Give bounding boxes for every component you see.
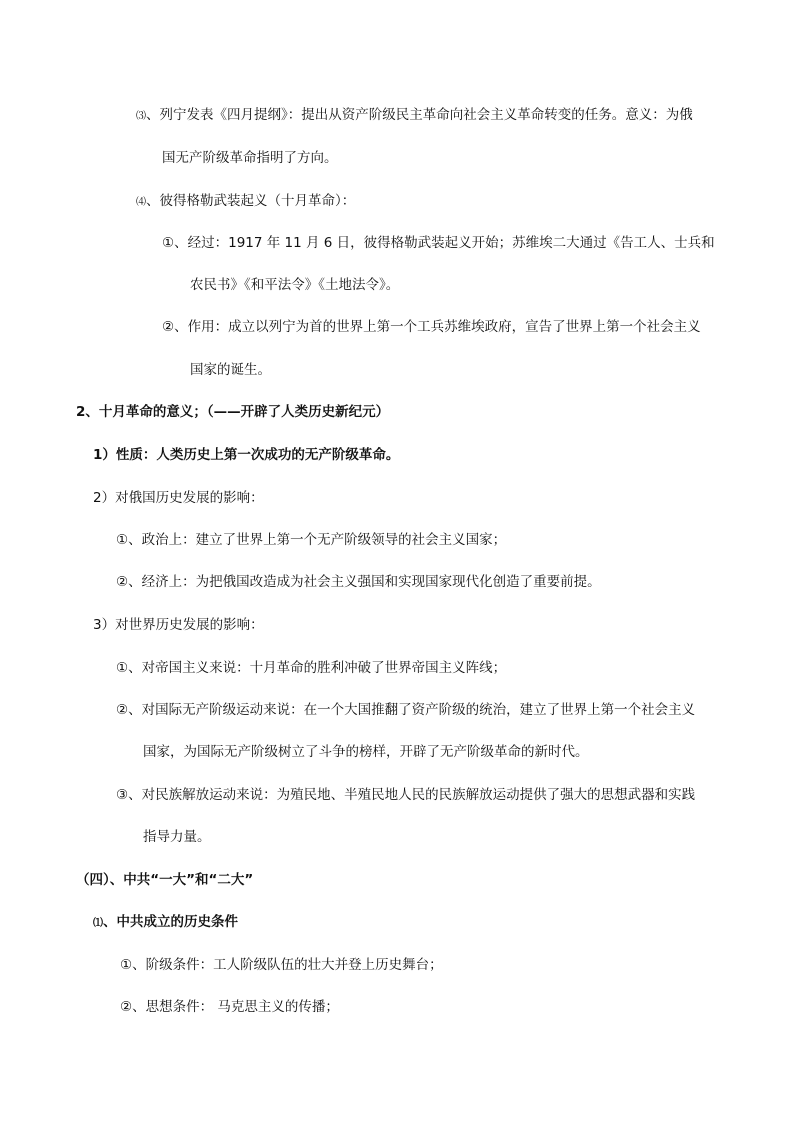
subheading: 1）性质：人类历史上第一次成功的无产阶级革命。 — [93, 447, 400, 463]
section-heading: 2、十月革命的意义；（——开辟了人类历史新纪元） — [76, 404, 390, 420]
paragraph-line: ③、对民族解放运动来说：为殖民地、半殖民地人民的民族解放运动提供了强大的思想武器和实践 — [116, 787, 696, 803]
list-marker: ⑷ — [136, 197, 146, 208]
paragraph-line: 2）对俄国历史发展的影响： — [93, 490, 264, 506]
paragraph-line: ②、对国际无产阶级运动来说：在一个大国推翻了资产阶级的统治，建立了世界上第一个社会主义 — [116, 702, 696, 718]
paragraph-line: 国家的诞生。 — [190, 362, 271, 378]
paragraph-line: ⑶、列宁发表《四月提纲》：提出从资产阶级民主革命向社会主义革命转变的任务。意义：为俄 — [136, 107, 693, 123]
paragraph-line: ①、对帝国主义来说：十月革命的胜利冲破了世界帝国主义阵线； — [116, 660, 507, 676]
list-marker: ⑶ — [136, 111, 146, 122]
paragraph-line: 3）对世界历史发展的影响： — [93, 617, 264, 633]
paragraph-line: 国家，为国际无产阶级树立了斗争的榜样，开辟了无产阶级革命的新时代。 — [143, 744, 589, 760]
paragraph-line: ①、经过：1917 年 11 月 6 日，彼得格勒武装起义开始；苏维埃二大通过《告工人、士兵和 — [162, 235, 715, 251]
paragraph-line: ②、思想条件： 马克思主义的传播； — [120, 999, 339, 1015]
paragraph-line: ②、经济上：为把俄国改造成为社会主义强国和实现国家现代化创造了重要前提。 — [116, 574, 601, 590]
paragraph-line: ②、作用：成立以列宁为首的世界上第一个工兵苏维埃政府，宣告了世界上第一个社会主义 — [162, 319, 701, 335]
subheading: ⑴、中共成立的历史条件 — [93, 914, 238, 930]
paragraph-line: ①、政治上：建立了世界上第一个无产阶级领导的社会主义国家； — [116, 532, 507, 548]
paragraph-line: ①、阶级条件：工人阶级队伍的壮大并登上历史舞台； — [120, 957, 443, 973]
section-heading: （四）、中共“一大”和“二大” — [76, 872, 254, 888]
paragraph-line: 国无产阶级革命指明了方向。 — [162, 150, 338, 166]
paragraph-line: 指导力量。 — [143, 829, 211, 845]
paragraph-line: 农民书》《和平法令》《土地法令》。 — [190, 277, 400, 293]
paragraph-line: ⑷、彼得格勒武装起义（十月革命）： — [136, 193, 356, 209]
list-marker: ⑴ — [93, 918, 103, 929]
